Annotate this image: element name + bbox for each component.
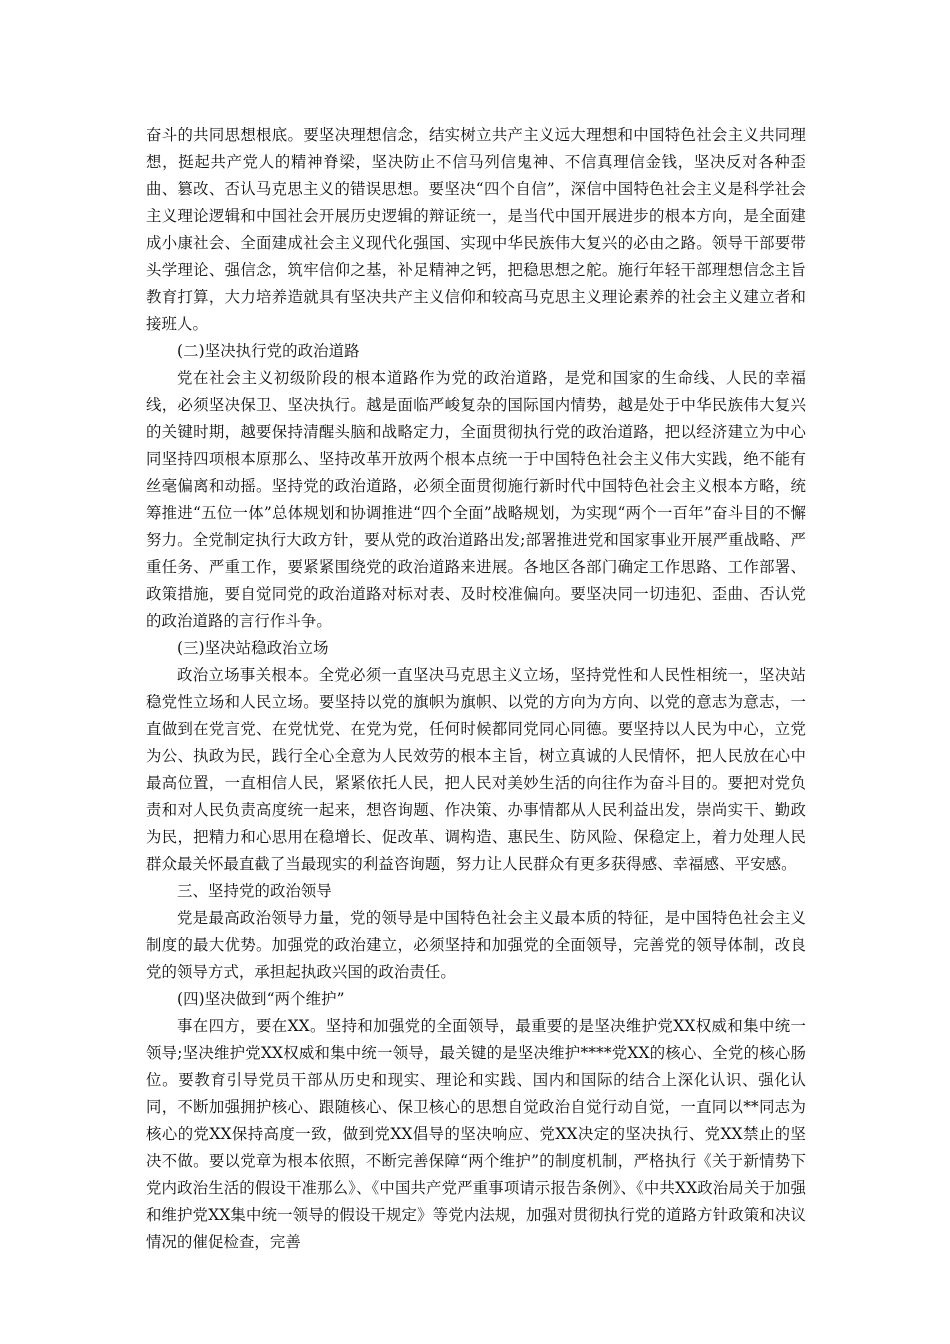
paragraph-political-line: 党在社会主义初级阶段的根本道路作为党的政治道路，是党和国家的生命线、人民的幸福线，必须坚决保卫、坚决执行。越是面临严峻复杂的国际国内情势，越是处于中华民族伟大复兴的关键时期，越要保持清醒头脑和战略定力，全面贯彻执行党的政治道路，把以经济建立为中心同坚持四项根本原那么、坚持改革开放两个根本点统一于中国特色社会主义伟大实践，绝不能有丝毫偏离和动摇。坚持党的政治道路，必须全面贯彻施行新时代中国特色社会主义根本方略，统筹推进“五位一体”总体规划和协调推进“四个全面”战略规划，为实现“两个一百年”奋斗目的不懈努力。全党制定执行大政方针，要从党的政治道路出发;部署推进党和国家事业开展严重战略、严重任务、严重工作，要紧紧围绕党的政治道路来进展。各地区各部门确定工作思路、工作部署、政策措施，要自觉同党的政治道路对标对表、及时校准偏向。要坚决同一切违犯、歪曲、否认党的政治道路的言行作斗争。: [146, 369, 806, 630]
paragraph-two-safeguards: 事在四方，要在XX。坚持和加强党的全面领导，最重要的是坚决维护党XX权威和集中统一领导;坚决维护党XX权威和集中统一领导，最关键的是坚决维护****党XX的核心、全党的核心肠位。要教育引导党员干部从历史和现实、理论和实践、国内和国际的结合上深化认识、强化认同，不断加强拥护核心、跟随核心、保卫核心的思想自觉政治自觉行动自觉，一直同以**同志为核心的党XX保持高度一致，做到党XX倡导的坚决响应、党XX决定的坚决执行、党XX禁止的坚决不做。要以党章为根本依照，不断完善保障“两个维护”的制度机制，严格执行《关于新情势下党内政治生活的假设干准那么》、《中国共产党严重事项请示报告条例》、《中共XX政治局关于加强和维护党XX集中统一领导的假设干规定》等党内法规，加强对贯彻执行党的道路方针政策和决议情况的催促检查，完善: [146, 1017, 806, 1251]
document-page: [146, 122, 806, 1256]
subheading-two-safeguards: (四)坚决做到“两个维护”: [177, 990, 345, 1008]
subheading-political-line: (二)坚决执行党的政治道路: [177, 342, 360, 360]
paragraph-continuation: 奋斗的共同思想根底。要坚决理想信念，结实树立共产主义远大理想和中国特色社会主义共同理想，挺起共产党人的精神脊梁，坚决防止不信马列信鬼神、不信真理信金钱，坚决反对各种歪曲、篡改、否认马克思主义的错误思想。要坚决“四个自信”，深信中国特色社会主义是科学社会主义理论逻辑和中国社会开展历史逻辑的辩证统一，是当代中国开展进步的根本方向，是全面建成小康社会、全面建成社会主义现代化强国、实现中华民族伟大复兴的必由之路。领导干部要带头学理论、强信念，筑牢信仰之基，补足精神之钙，把稳思想之舵。施行年轻干部理想信念主旨教育打算，大力培养造就具有坚决共产主义信仰和较高马克思主义理论素养的社会主义建立者和接班人。: [146, 126, 806, 333]
heading-political-leadership: 三、坚持党的政治领导: [177, 882, 332, 900]
paragraph-political-leadership: 党是最高政治领导力量，党的领导是中国特色社会主义最本质的特征，是中国特色社会主义制度的最大优势。加强党的政治建立，必须坚持和加强党的全面领导，完善党的领导体制，改良党的领导方式，承担起执政兴国的政治责任。: [146, 909, 806, 981]
paragraph-political-stance: 政治立场事关根本。全党必须一直坚决马克思主义立场，坚持党性和人民性相统一，坚决站稳党性立场和人民立场。要坚持以党的旗帜为旗帜、以党的方向为方向、以党的意志为意志，一直做到在党言党、在党忧党、在党为党，任何时候都同党同心同德。要坚持以人民为中心，立党为公、执政为民，践行全心全意为人民效劳的根本主旨，树立真诚的人民情怀，把人民放在心中最高位置，一直相信人民，紧紧依托人民，把人民对美妙生活的向往作为奋斗目的。要把对党负责和对人民负责高度统一起来，想咨询题、作决策、办事情都从人民利益出发，崇尚实干、勤政为民，把精力和心思用在稳增长、促改革、调构造、惠民生、防风险、保稳定上，着力处理人民群众最关怀最直截了当最现实的利益咨询题，努力让人民群众有更多获得感、幸福感、平安感。: [146, 666, 806, 873]
subheading-political-stance: (三)坚决站稳政治立场: [177, 639, 329, 657]
